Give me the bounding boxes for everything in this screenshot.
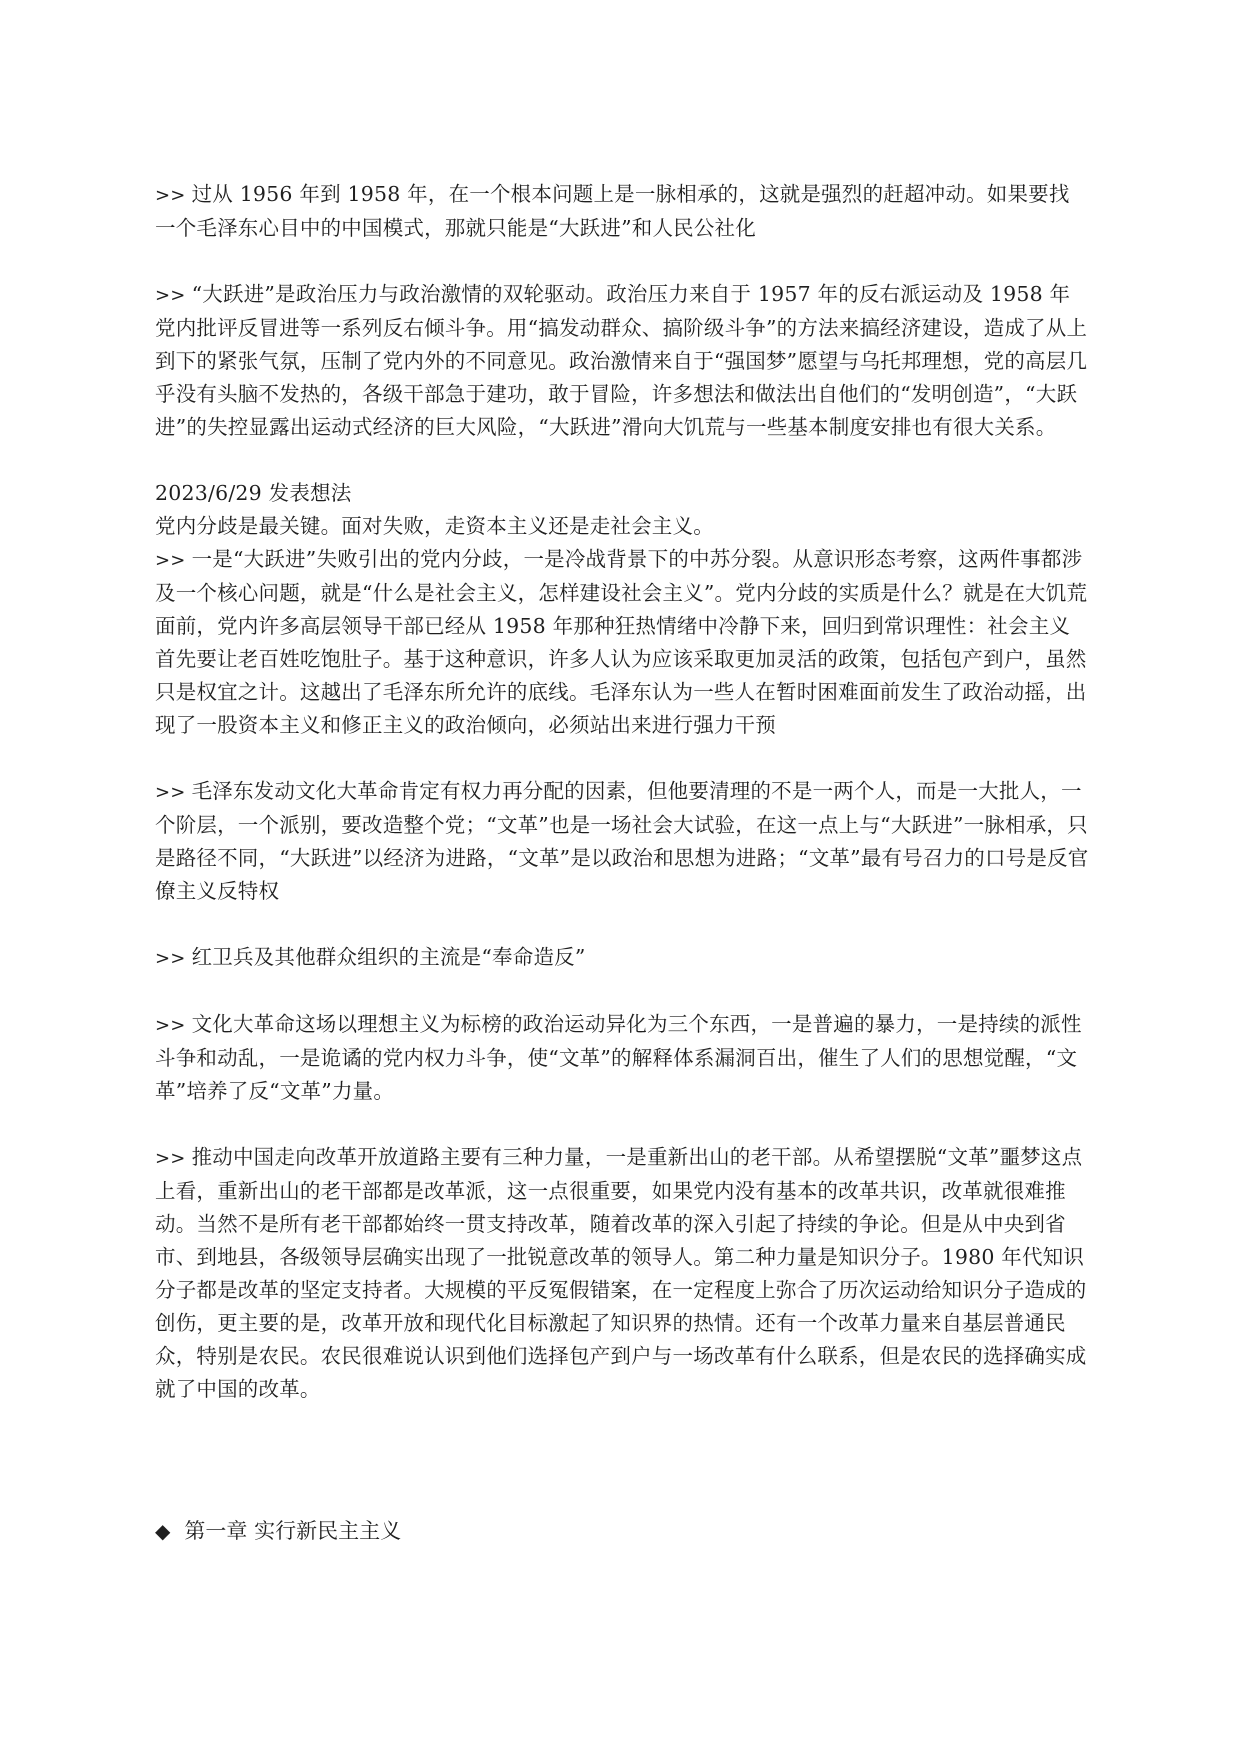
quote-paragraph — [155, 941, 1090, 975]
note-thought: 党内分歧是最关键。面对失败，走资本主义还是走社会主义。 — [155, 514, 714, 538]
quote-marker: >> — [155, 185, 186, 206]
quote-paragraph — [155, 543, 1090, 742]
quote-marker: >> — [155, 550, 186, 571]
diamond-icon: ◆ — [155, 1519, 171, 1543]
quote-marker: >> — [155, 285, 186, 306]
quote-text: “大跃进”是政治压力与政治激情的双轮驱动。政治压力来自于 1957 年的反右派运动及 1958 年党内批评反冒进等一系列反右倾斗争。用“搞发动群众、搞阶级斗争”的方法来搞经济建设，造成了从上到下的紧张气氛，压制了党内外的不同意见。政治激情来自于“强国梦”愿望与乌托邦理想，党的高层几乎没有头脑不发热的，各级干部急于建功，敢于冒险，许多想法和做法出自他们的“发明创造”，“大跃进”的失控显露出运动式经济的巨大风险，“大跃进”滑向大饥荒与一些基本制度安排也有很大关系。 — [155, 282, 1088, 439]
chapter-heading[interactable] — [155, 1515, 401, 1547]
quote-paragraph — [155, 278, 1090, 444]
quote-text: 毛泽东发动文化大革命肯定有权力再分配的因素，但他要清理的不是一两个人，而是一大批人，一个阶层，一个派别，要改造整个党；“文革”也是一场社会大试验，在这一点上与“大跃进”一脉相承，只是路径不同，“大跃进”以经济为进路，“文革”是以政治和思想为进路；“文革”最有号召力的口号是反官僚主义反特权 — [155, 779, 1089, 903]
quote-marker: >> — [155, 1148, 186, 1169]
quote-marker: >> — [155, 1015, 186, 1036]
quote-paragraph — [155, 178, 1090, 245]
quote-paragraph — [155, 1008, 1090, 1108]
quote-marker: >> — [155, 782, 186, 803]
quote-text: 红卫兵及其他群众组织的主流是“奉命造反” — [191, 945, 586, 969]
document-body — [155, 178, 1090, 1406]
quote-text: 一是“大跃进”失败引出的党内分歧，一是冷战背景下的中苏分裂。从意识形态考察，这两件事都涉及一个核心问题，就是“什么是社会主义，怎样建设社会主义”。党内分歧的实质是什么？就是在大饥荒面前，党内许多高层领导干部已经从 1958 年那种狂热情绪中冷静下来，回归到常识理性：社会主义首先要让老百姓吃饱肚子。基于这种意识，许多人认为应该采取更加灵活的政策，包括包产到户，虽然只是权宜之计。这越出了毛泽东所允许的底线。毛泽东认为一些人在暂时困难面前发生了政治动摇，出现了一股资本主义和修正主义的政治倾向，必须站出来进行强力干预 — [155, 547, 1088, 737]
quote-marker: >> — [155, 948, 186, 969]
chapter-title: 第一章 实行新民主主义 — [184, 1519, 402, 1543]
quote-text: 推动中国走向改革开放道路主要有三种力量，一是重新出山的老干部。从希望摆脱“文革”噩梦这点上看，重新出山的老干部都是改革派，这一点很重要，如果党内没有基本的改革共识，改革就很难推动。当然不是所有老干部都始终一贯支持改革，随着改革的深入引起了持续的争论。但是从中央到省市、到地县，各级领导层确实出现了一批锐意改革的领导人。第二种力量是知识分子。1980 年代知识分子都是改革的坚定支持者。大规模的平反冤假错案，在一定程度上弥合了历次运动给知识分子造成的创伤，更主要的是，改革开放和现代化目标激起了知识界的热情。还有一个改革力量来自基层普通民众，特别是农民。农民很难说认识到他们选择包产到户与一场改革有什么联系，但是农民的选择确实成就了中国的改革。 — [155, 1145, 1087, 1401]
quote-text: 文化大革命这场以理想主义为标榜的政治运动异化为三个东西，一是普遍的暴力，一是持续的派性斗争和动乱，一是诡谲的党内权力斗争，使“文革”的解释体系漏洞百出，催生了人们的思想觉醒，“文革”培养了反“文革”力量。 — [155, 1012, 1082, 1103]
note-date: 2023/6/29 发表想法 — [155, 481, 352, 505]
quote-paragraph — [155, 775, 1090, 908]
quote-paragraph — [155, 1141, 1090, 1406]
quote-text: 过从 1956 年到 1958 年，在一个根本问题上是一脉相承的，这就是强烈的赶超冲动。如果要找一个毛泽东心目中的中国模式，那就只能是“大跃进”和人民公社化 — [155, 182, 1070, 240]
